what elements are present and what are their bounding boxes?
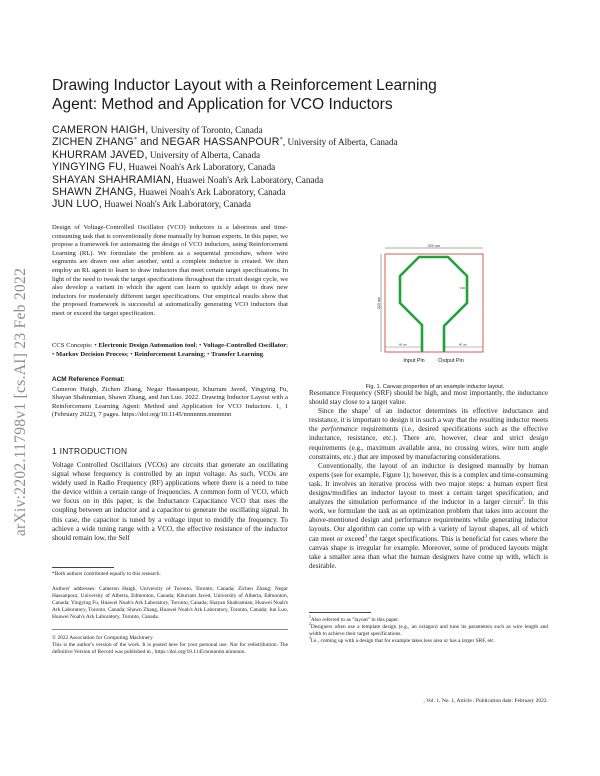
ccs-concept: Markov Decision Process bbox=[55, 350, 127, 358]
acm-reference-text: Cameron Haigh, Zichen Zhang, Negar Hassanpour, Khurram Javed, Yingying Fu, Shayan Shahramian, Shawn Zhang, and Jun Luo. 2022. Drawing Inductor Layout with a Reinforcement Learning Agent: Method and Application for VCO Inductors. 1, 1 (February 2022), 7 pages. https://doi.org/10.1145/nnnnnnn.nnnnnnn bbox=[52, 385, 288, 419]
author-name: SHAYAN SHAHRAMIAN, bbox=[52, 173, 175, 186]
footnote-rule bbox=[309, 612, 371, 613]
author-name: YINGYING FU, bbox=[52, 161, 127, 174]
copyright-rule bbox=[52, 629, 288, 630]
text-run: . In this work, we formulate the task as an optimization problem that takes into account the above-mentioned design and performance requirements while generating inductor layouts. Our algorithm can come up with a variety of layout shapes, all of which can meet or exceed bbox=[309, 498, 548, 543]
paragraph bbox=[309, 462, 548, 571]
author-name: ZICHEN ZHANG bbox=[52, 136, 134, 149]
text-run: Conventionally, the layout of an inductor is designed manually by human experts (see for example, Figure 1); however, this is a complex and time-consuming task. It involves an iterative process with two major steps: a human expert first designs/modifies an inductor layout to meet a certain target specification, and analyzes the simulation performance of the inductor in a larger circuit bbox=[309, 461, 548, 507]
footnote-mark: 1 bbox=[368, 406, 371, 412]
author-line bbox=[52, 198, 552, 210]
author-affiliation: , University of Alberta, Canada bbox=[282, 137, 398, 148]
author-affiliation: University of Alberta, Canada bbox=[147, 149, 261, 160]
footnote-text: Also referred to as "layout" in this paper. bbox=[310, 617, 400, 623]
author-name: SHAWN ZHANG, bbox=[52, 186, 137, 199]
author-list bbox=[52, 124, 552, 211]
author-line bbox=[52, 186, 552, 198]
author-line bbox=[52, 174, 552, 186]
acm-reference-heading: ACM Reference Format: bbox=[52, 376, 125, 383]
side-dimension-label: 320 um bbox=[377, 296, 381, 310]
right-footnotes bbox=[309, 617, 548, 645]
ccs-separator: ; • bbox=[126, 350, 135, 358]
ccs-end: . bbox=[263, 350, 265, 358]
abstract bbox=[52, 224, 288, 319]
author-name: KHURRAM JAVED, bbox=[52, 148, 148, 161]
author-affiliation: Huawei Noah's Ark Laboratory, Canada bbox=[136, 187, 286, 198]
paper-title: Drawing Inductor Layout with a Reinforcement Learning Agent: Method and Application for VCO Inductors bbox=[52, 77, 437, 113]
footnote-text: I.e., coming up with a design that for example takes less area or has a larger SRF, etc. bbox=[310, 638, 496, 644]
section-heading-introduction: 1 INTRODUCTION bbox=[52, 446, 128, 456]
ccs-separator: ; • bbox=[203, 350, 212, 358]
left-footnotes bbox=[52, 571, 288, 656]
arxiv-id: arXiv:2202.11798v1 [cs.AI] 23 Feb 2022 bbox=[12, 267, 29, 537]
introduction-text: Voltage Controlled Oscillators (VCOs) are circuits that generate an oscillating signal whose frequency is controlled by an input voltage. As such, VCOs are widely used in Radio Frequency (RF) applications where there is a need to tune the device within a certain range of frequencies. A common form of VCO, which we focus on in this paper, is the Inductance Capacitance VCO that uses the coupling between an inductor and a capacitor to generate the oscillating signal. In this case, the capacitor is tuned by a voltage input to modify the frequency. To achieve a wide tuning range with a VCO, the effective resistance of the inductor should remain low, the Self bbox=[52, 461, 288, 542]
acm-reference bbox=[52, 376, 288, 420]
author-affiliation: Huawei Noah's Ark Laboratory, Canada bbox=[126, 162, 276, 173]
input-pin-label: Input Pin bbox=[403, 358, 425, 364]
inductor-wire bbox=[400, 257, 467, 352]
copyright-line: © 2022 Association for Computing Machinery. bbox=[52, 634, 154, 641]
footnote-number: 3 bbox=[309, 636, 311, 641]
arxiv-watermark bbox=[6, 222, 36, 582]
emphasis: performance bbox=[321, 425, 358, 434]
author-addresses: Authors' addresses: Cameron Haigh, University of Toronto, Toronto, Canada; Zichen Zhang; Negar Hassanpour, University of Alberta, Edmonton, Canada; Khurram Javed, University of Alberta, Edmonton, Canada; Yingying Fu, Huawei Noah's Ark Laboratory, Toronto, Canada; Shayan Shahramian, Huawei Noah's Ark Laboratory, Toronto, Canada; Shawn Zhang, Huawei Noah's Ark Laboratory, Toronto, Canada; Jun Luo, Huawei Noah's Ark Laboratory, Toronto, Canada. bbox=[52, 586, 288, 620]
footnote-mark: 2 bbox=[521, 497, 524, 503]
author-affiliation: Huawei Noah's Ark Laboratory, Canada bbox=[174, 174, 324, 185]
text-run: the target specifications. This is beneficial for cases where the canvas shape is irregular for example. Moreover, some of produced layouts might take a smaller area than what the human designers have come up with, which is desirable. bbox=[309, 534, 548, 570]
figure-caption: Fig. 1. Canvas properties of an example inductor layout. bbox=[365, 384, 505, 390]
text-run: of an inductor determines its effective inductance and resistance, it is important to design it in such a way that the resulting inductor meets the bbox=[309, 407, 549, 434]
footnote-mark: 3 bbox=[364, 534, 368, 540]
output-pin-label: Output Pin bbox=[438, 358, 464, 364]
right-column-body bbox=[309, 389, 548, 571]
ccs-line bbox=[52, 342, 288, 359]
ccs-concept: Transfer Learning bbox=[211, 350, 264, 358]
author-line bbox=[52, 136, 552, 148]
author-name: CAMERON HAIGH, bbox=[52, 124, 149, 136]
paragraph bbox=[309, 407, 548, 462]
ccs-separator: ; • bbox=[195, 342, 204, 349]
author-line bbox=[52, 124, 552, 136]
inner-dimension-label: 190 bbox=[460, 286, 466, 290]
ccs-concept: Voltage-Controlled Oscillator bbox=[203, 342, 287, 349]
equal-contribution-mark: * bbox=[133, 136, 138, 144]
author-line bbox=[52, 149, 552, 161]
right-pin-offset-label: 40 um bbox=[458, 342, 468, 347]
abstract-text: Design of Voltage-Controlled Oscillator (VCO) inductors is a laborious and time-consuming task that is conventionally done manually by human experts. In this paper, we propose a framework for automating the design of VCO inductors, using Reinforcement Learning (RL). We formulate the problem as a sequential procedure, where wire segments are drawn one after another, until a complete inductor is created. We then employ an RL agent to learn to draw inductors that meet certain target specifications. In light of the need to tweak the target specifications throughout the circuit design cycle, we also develop a variant in which the agent can learn to quickly adapt to draw new inductors for moderately different target specifications. Our empirical results show that the proposed framework is successful at automatically generating VCO inductors that meet or exceed the target specification. bbox=[52, 224, 288, 317]
author-name: and NEGAR HASSANPOUR bbox=[137, 136, 280, 149]
footnote bbox=[309, 638, 548, 645]
ccs-label: CCS Concepts: • bbox=[52, 342, 99, 349]
footnote-number: 1 bbox=[309, 615, 311, 620]
author-line bbox=[52, 161, 552, 173]
author-version-notice: This is the author's version of the work. It is posted here for your personal use. Not for redistribution. The definitive Version of Record was published in , https://doi.org/10.1145/nnnnnnn.nnnnnnn. bbox=[52, 641, 288, 655]
left-pin-offset-label: 40 um bbox=[398, 342, 408, 347]
author-name: JUN LUO, bbox=[52, 198, 102, 211]
footnote bbox=[309, 615, 548, 627]
text-run: requirements (i.e., desired specifications such as the effective inductance, resistance, etc.). There are, however, clear and strict bbox=[309, 425, 548, 443]
figure-inductor-layout bbox=[378, 241, 488, 370]
emphasis: design bbox=[529, 434, 548, 443]
page-footer: , Vol. 1, No. 1, Article . Publication date: February 2022. bbox=[423, 698, 548, 704]
ccs-concept: Reinforcement Learning bbox=[134, 350, 204, 358]
ccs-concept: Electronic Design Automation tool bbox=[98, 342, 196, 349]
equal-contribution-note: *Both authors contributed equally to this research. bbox=[52, 571, 161, 577]
top-dimension-label: 320 um bbox=[427, 244, 441, 248]
author-affiliation: Huawei Noah's Ark Laboratory, Canada bbox=[101, 199, 251, 210]
footnote-number: 2 bbox=[309, 622, 311, 627]
text-run: Since the shape bbox=[318, 407, 369, 416]
ccs-concepts bbox=[52, 342, 288, 359]
ccs-separator: ; • bbox=[52, 342, 288, 358]
footnote-rule bbox=[52, 567, 114, 568]
author-affiliation: University of Toronto, Canada bbox=[148, 125, 263, 135]
paragraph: Resonance Frequency (SRF) should be high, and most importantly, the inductance should stay close to a target value. bbox=[309, 389, 548, 407]
equal-contribution-mark: * bbox=[279, 136, 283, 144]
introduction-body bbox=[52, 461, 288, 543]
footnote-text: Designers often use a template design (e.g., an octagon) and tune its parameters such as wire length and width to achieve their target specifications. bbox=[309, 624, 548, 637]
text-run: requirements (e.g., maximum available area, no crossing wires, wire turn angle constraints, etc.) that are imposed by manufacturing considerations. bbox=[309, 443, 548, 461]
